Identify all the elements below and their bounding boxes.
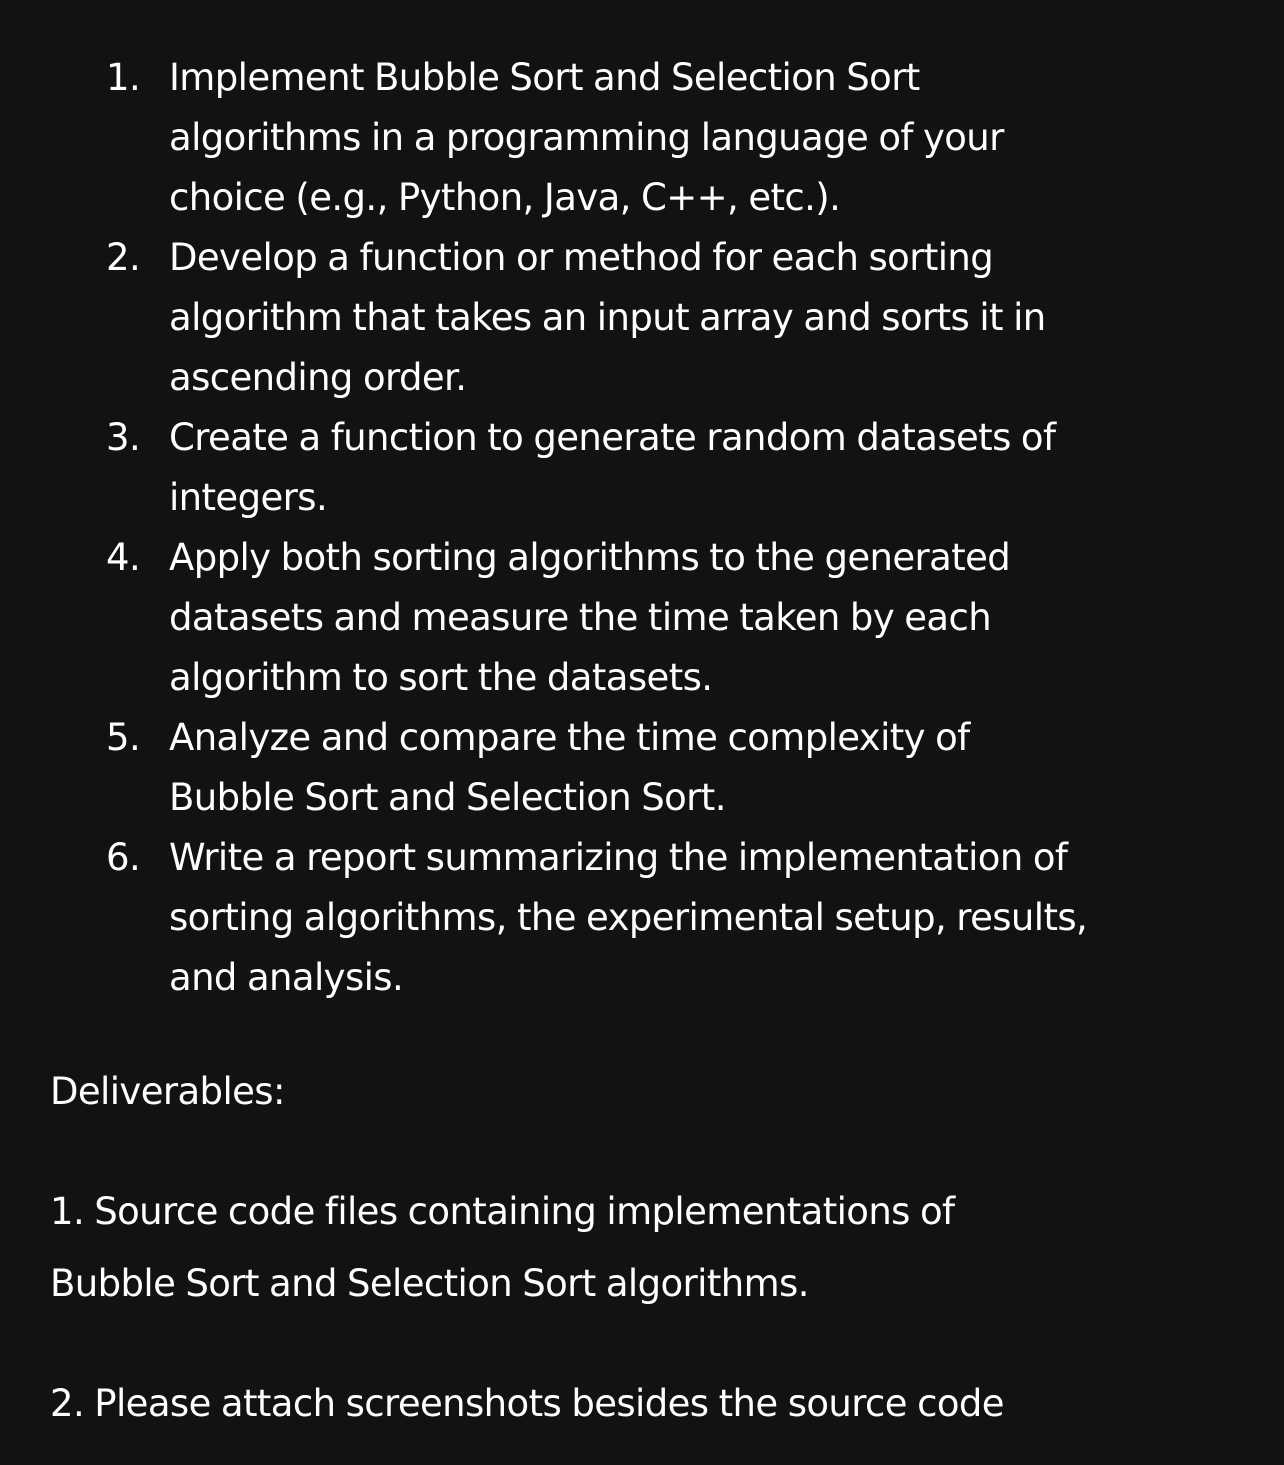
task-line: Apply both sorting algorithms to the generated bbox=[169, 536, 1011, 579]
task-text bbox=[169, 528, 1244, 708]
task-item-2 bbox=[0, 228, 1284, 408]
task-line: Develop a function or method for each sorting bbox=[169, 236, 994, 279]
deliverable-line: Bubble Sort and Selection Sort algorithms. bbox=[50, 1262, 809, 1305]
task-item-6 bbox=[0, 828, 1284, 1008]
task-number: 2. bbox=[106, 236, 141, 279]
task-item-3 bbox=[0, 408, 1284, 528]
task-number: 4. bbox=[106, 536, 141, 579]
deliverable-line: 2. Please attach screenshots besides the source code bbox=[50, 1382, 1004, 1425]
deliverables-heading: Deliverables: bbox=[50, 1070, 285, 1113]
task-line: datasets and measure the time taken by each bbox=[169, 596, 992, 639]
task-text bbox=[169, 828, 1244, 1008]
task-text bbox=[169, 48, 1244, 228]
task-text bbox=[169, 708, 1244, 828]
task-line: algorithms in a programming language of your bbox=[169, 116, 1004, 159]
task-number: 6. bbox=[106, 836, 141, 879]
task-line: Implement Bubble Sort and Selection Sort bbox=[169, 56, 920, 99]
task-line: algorithm that takes an input array and sorts it in bbox=[169, 296, 1046, 339]
task-line: Analyze and compare the time complexity of bbox=[169, 716, 970, 759]
deliverable-item-2 bbox=[50, 1368, 1004, 1440]
task-text bbox=[169, 408, 1244, 528]
task-line: integers. bbox=[169, 476, 328, 519]
deliverable-line: 1. Source code files containing implementations of bbox=[50, 1190, 955, 1233]
task-line: Bubble Sort and Selection Sort. bbox=[169, 776, 726, 819]
task-item-1 bbox=[0, 48, 1284, 228]
task-line: Write a report summarizing the implementation of bbox=[169, 836, 1068, 879]
task-line: choice (e.g., Python, Java, C++, etc.). bbox=[169, 176, 841, 219]
task-number: 5. bbox=[106, 716, 141, 759]
task-line: sorting algorithms, the experimental setup, results, bbox=[169, 896, 1088, 939]
task-item-4 bbox=[0, 528, 1284, 708]
deliverable-item-1 bbox=[50, 1176, 954, 1320]
task-text bbox=[169, 228, 1244, 408]
task-number: 1. bbox=[106, 56, 141, 99]
task-number: 3. bbox=[106, 416, 141, 459]
task-item-5 bbox=[0, 708, 1284, 828]
task-list bbox=[0, 48, 1284, 1008]
task-line: Create a function to generate random datasets of bbox=[169, 416, 1056, 459]
task-line: ascending order. bbox=[169, 356, 467, 399]
task-line: algorithm to sort the datasets. bbox=[169, 656, 713, 699]
task-line: and analysis. bbox=[169, 956, 404, 999]
